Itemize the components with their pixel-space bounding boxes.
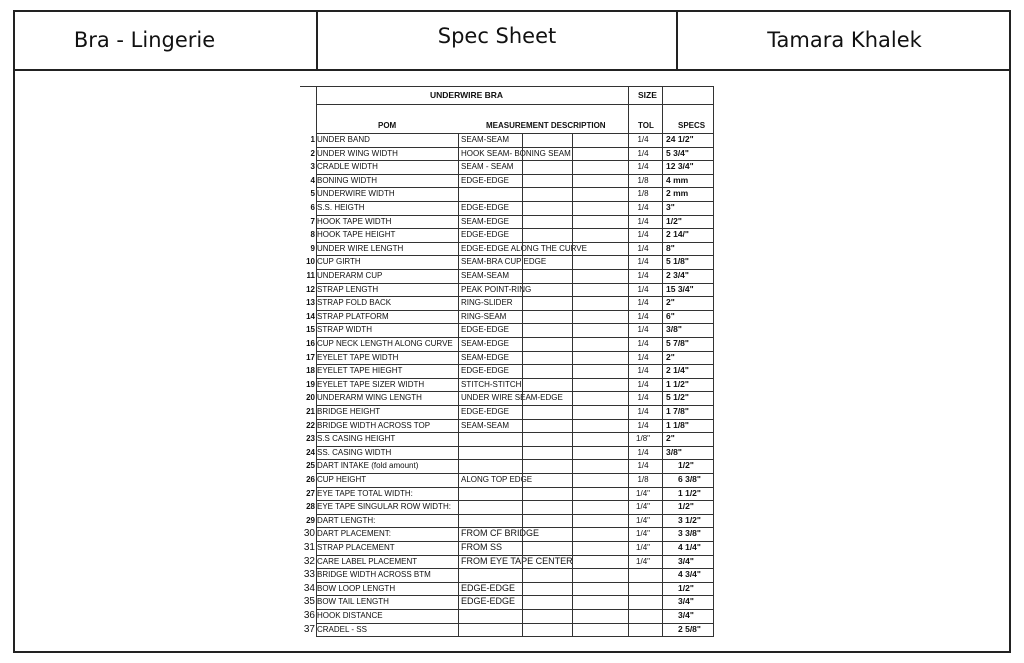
row-number: 6 (310, 203, 315, 212)
grid-line (316, 446, 714, 447)
pom-cell: UNDERWIRE WIDTH (317, 189, 395, 199)
tolerance-cell: 1/4 (637, 461, 649, 471)
tolerance-cell: 1/4 (637, 148, 649, 158)
pom-cell: HOOK DISTANCE (317, 611, 383, 620)
table-row (300, 432, 714, 446)
pom-cell: BONING WIDTH (317, 175, 377, 185)
table-row (300, 269, 714, 283)
pom-cell: HOOK TAPE WIDTH (317, 216, 392, 226)
grid-line (316, 104, 714, 105)
grid-line (628, 86, 629, 636)
table-row (300, 582, 714, 596)
tolerance-cell: 1/4 (637, 311, 649, 321)
table-row (300, 609, 714, 623)
spec-cell: 12 3/4" (666, 161, 694, 172)
description-cell: SEAM-EDGE (461, 216, 510, 226)
tolerance-cell: 1/8 (637, 175, 649, 185)
row-number: 14 (306, 311, 315, 321)
description-cell: EDGE-EDGE (461, 366, 510, 376)
table-row (300, 527, 714, 541)
spec-cell: 3/4" (678, 555, 694, 566)
table-row (300, 446, 714, 460)
spec-cell: 2 3/4" (666, 270, 689, 280)
tolerance-cell: 1/4 (637, 339, 649, 348)
row-number: 11 (306, 271, 315, 280)
table-row (300, 228, 714, 242)
grid-line (300, 86, 714, 87)
table-row (300, 201, 714, 215)
spec-cell: 5 7/8" (666, 338, 689, 348)
table-row (300, 405, 714, 419)
row-number: 25 (306, 461, 315, 471)
tolerance-cell: 1/4 (637, 271, 649, 280)
description-cell: EDGE-EDGE (461, 325, 510, 335)
description-cell: EDGE-EDGE ALONG THE CURVE (461, 243, 587, 253)
grid-line (316, 582, 714, 583)
grid-line (316, 215, 714, 216)
pom-cell: BOW LOOP LENGTH (317, 583, 396, 593)
tolerance-cell: 1/4 (637, 325, 649, 335)
description-cell: FROM EYE TAPE CENTER (461, 555, 573, 566)
pom-cell: STRAP FOLD BACK (317, 298, 392, 308)
description-cell: EDGE-EDGE (461, 582, 516, 593)
header-designer: Tamara Khalek (767, 27, 922, 52)
grid-line (522, 133, 523, 636)
table-row (300, 623, 714, 637)
row-number: 17 (306, 352, 315, 362)
row-number: 24 (306, 447, 315, 457)
grid-line (316, 296, 714, 297)
pom-cell: EYELET TAPE SIZER WIDTH (317, 379, 425, 389)
grid-line (316, 541, 714, 542)
table-row (300, 514, 714, 528)
row-number: 31 (303, 542, 315, 553)
table-row (300, 242, 714, 256)
row-number: 20 (306, 393, 315, 403)
pom-cell: UNDER WIRE LENGTH (317, 243, 404, 253)
row-number: 36 (303, 610, 315, 621)
row-number: 22 (306, 420, 315, 430)
spec-cell: 2" (666, 351, 675, 362)
grid-line (316, 568, 714, 569)
header-category: Bra - Lingerie (13, 10, 318, 69)
spec-table (300, 86, 714, 634)
grid-line (316, 364, 714, 365)
tolerance-cell: 1/4 (637, 216, 649, 226)
pom-cell: BOW TAIL LENGTH (317, 597, 389, 607)
desc-header: MEASUREMENT DESCRIPTION (486, 121, 606, 130)
pom-cell: CUP HEIGHT (317, 475, 367, 484)
grid-line (316, 595, 714, 596)
table-row (300, 419, 714, 433)
grid-line (316, 378, 714, 379)
description-cell: RING-SEAM (461, 311, 507, 321)
tolerance-cell: 1/4 (637, 379, 649, 389)
pom-cell: STRAP LENGTH (317, 284, 379, 294)
spec-cell: 3/4" (678, 610, 694, 620)
specs-header: SPECS (678, 121, 706, 130)
row-number: 16 (306, 339, 315, 348)
table-row (300, 541, 714, 555)
table-row (300, 323, 714, 337)
spec-cell: 24 1/2" (666, 134, 694, 144)
table-row (300, 364, 714, 378)
description-cell: UNDER WIRE SEAM-EDGE (461, 393, 563, 403)
spec-cell: 15 3/4" (666, 283, 694, 294)
table-row (300, 459, 714, 473)
table-row (300, 473, 714, 487)
spec-cell: 3" (666, 202, 675, 212)
row-number: 32 (303, 555, 315, 567)
tolerance-cell: 1/4" (636, 515, 650, 525)
tolerance-cell: 1/4 (637, 230, 649, 240)
pom-cell: DART PLACEMENT: (317, 529, 391, 539)
header-title: Spec Sheet (318, 10, 678, 69)
spec-cell: 5 1/2" (666, 392, 689, 403)
grid-line (572, 133, 573, 636)
spec-cell: 2 5/8" (678, 623, 701, 634)
description-cell: SEAM-SEAM (461, 420, 510, 430)
grid-line (316, 432, 714, 433)
pom-cell: UNDERARM WING LENGTH (317, 393, 422, 403)
tolerance-cell: 1/4 (637, 257, 649, 267)
table-row (300, 147, 714, 161)
row-number: 7 (310, 216, 315, 226)
row-number: 1 (310, 135, 315, 144)
spec-cell: 2" (666, 433, 675, 444)
spec-cell: 3/4" (678, 596, 694, 607)
row-number: 4 (310, 175, 315, 185)
spec-cell: 1 7/8" (666, 406, 689, 416)
spec-cell: 2 mm (666, 188, 689, 199)
table-row (300, 337, 714, 351)
grid-line (458, 133, 459, 636)
pom-cell: HOOK TAPE HEIGHT (317, 230, 396, 240)
pom-cell: DART LENGTH: (317, 515, 376, 525)
description-cell: EDGE-EDGE (461, 175, 510, 185)
description-cell: SEAM - SEAM (461, 162, 514, 172)
row-number: 23 (306, 434, 315, 444)
spec-cell: 1 1/2" (678, 487, 701, 498)
spec-cell: 4 3/4" (678, 569, 701, 580)
table-row (300, 568, 714, 582)
pom-cell: BRIDGE HEIGHT (317, 407, 381, 416)
tolerance-cell: 1/4 (637, 366, 649, 376)
row-number: 12 (306, 284, 315, 294)
table-row (300, 215, 714, 229)
size-header: SIZE (638, 90, 657, 100)
pom-cell: DART INTAKE (fold amount) (317, 461, 419, 471)
grid-line (316, 555, 714, 556)
spec-cell: 8" (666, 242, 675, 253)
description-cell: SEAM-EDGE (461, 339, 510, 348)
grid-line (316, 160, 714, 161)
table-row (300, 296, 714, 310)
spec-cell: 5 1/8" (666, 256, 689, 267)
tolerance-cell: 1/4 (637, 420, 649, 430)
row-number: 26 (306, 475, 315, 484)
grid-line (316, 636, 714, 637)
grid-line (316, 310, 714, 311)
pom-header: POM (378, 121, 397, 130)
description-cell: EDGE-EDGE (461, 203, 510, 212)
row-number: 35 (303, 596, 315, 608)
pom-cell: EYE TAPE SINGULAR ROW WIDTH: (317, 502, 451, 512)
table-row (300, 555, 714, 569)
row-number: 9 (310, 243, 315, 253)
grid-line (713, 86, 714, 636)
row-number: 15 (306, 325, 315, 335)
row-number: 5 (310, 189, 315, 199)
grid-line (316, 459, 714, 460)
row-number: 19 (306, 379, 315, 389)
pom-cell: S.S CASING HEIGHT (317, 434, 396, 444)
table-row (300, 255, 714, 269)
table-row (300, 310, 714, 324)
table-row (300, 391, 714, 405)
spec-cell: 3 3/8" (678, 528, 701, 539)
grid-line (316, 174, 714, 175)
row-number: 8 (310, 230, 315, 240)
row-number: 37 (303, 623, 315, 635)
grid-line (316, 255, 714, 256)
tolerance-cell: 1/4 (637, 447, 649, 457)
grid-line (316, 405, 714, 406)
row-number: 18 (306, 366, 315, 376)
pom-cell: BRIDGE WIDTH ACROSS TOP (317, 420, 431, 430)
row-number: 30 (303, 528, 315, 540)
grid-line (316, 147, 714, 148)
pom-cell: SS. CASING WIDTH (317, 447, 392, 457)
spec-cell: 1/2" (678, 501, 694, 512)
pom-cell: EYE TAPE TOTAL WIDTH: (317, 488, 413, 498)
description-cell: SEAM-SEAM (461, 135, 510, 144)
table-row (300, 187, 714, 201)
grid-line (316, 351, 714, 352)
description-cell: FROM CF BRIDGE (461, 528, 539, 539)
grid-line (316, 419, 714, 420)
description-cell: FROM SS (461, 542, 503, 552)
grid-line (316, 201, 714, 202)
tolerance-cell: 1/4" (636, 556, 650, 566)
spec-cell: 3/8" (666, 446, 682, 457)
grid-line (316, 133, 714, 134)
pom-cell: UNDER WING WIDTH (317, 148, 398, 158)
table-row (300, 174, 714, 188)
spec-cell: 4 mm (666, 174, 689, 185)
grid-line (316, 391, 714, 392)
row-number: 3 (310, 162, 315, 172)
tolerance-cell: 1/4 (637, 298, 649, 308)
spec-cell: 1/2" (678, 582, 694, 593)
tolerance-cell: 1/4 (637, 407, 649, 416)
pom-cell: EYELET TAPE HIEGHT (317, 366, 403, 376)
spec-cell: 5 3/4" (666, 147, 689, 158)
grid-line (316, 242, 714, 243)
row-number: 13 (306, 298, 315, 308)
spec-cell: 3/8" (666, 324, 682, 335)
pom-cell: CUP GIRTH (317, 257, 361, 267)
pom-cell: S.S. HEIGTH (317, 203, 365, 212)
tolerance-cell: 1/4" (636, 529, 650, 539)
grid-line (316, 500, 714, 501)
grid-line (316, 514, 714, 515)
pom-cell: BRIDGE WIDTH ACROSS BTM (317, 570, 431, 580)
tolerance-cell: 1/4 (637, 135, 649, 144)
spec-cell: 2 1/4" (666, 365, 689, 376)
grid-line (316, 623, 714, 624)
spec-cell: 1 1/2" (666, 378, 689, 389)
grid-line (316, 609, 714, 610)
grid-line (316, 527, 714, 528)
tolerance-cell: 1/4 (637, 284, 649, 294)
pom-cell: STRAP WIDTH (317, 325, 372, 335)
description-cell: SEAM-SEAM (461, 271, 510, 280)
table-row (300, 351, 714, 365)
row-number: 28 (306, 502, 315, 512)
tolerance-cell: 1/4" (636, 488, 650, 498)
spec-cell: 3 1/2" (678, 514, 701, 525)
tolerance-cell: 1/4" (636, 502, 650, 512)
tolerance-cell: 1/4 (637, 243, 649, 253)
spec-cell: 6" (666, 310, 675, 321)
spec-cell: 4 1/4" (678, 542, 701, 552)
description-cell: EDGE-EDGE (461, 407, 510, 416)
pom-cell: STRAP PLATFORM (317, 311, 389, 321)
row-number: 21 (306, 407, 315, 416)
tolerance-cell: 1/4 (637, 352, 649, 362)
description-cell: SEAM-EDGE (461, 352, 510, 362)
grid-line (316, 187, 714, 188)
pom-cell: CRADEL - SS (317, 624, 367, 634)
row-number: 33 (303, 569, 315, 581)
description-cell: EDGE-EDGE (461, 596, 516, 607)
table-row (300, 133, 714, 147)
description-cell: RING-SLIDER (461, 298, 513, 308)
tol-header: TOL (638, 121, 654, 130)
tolerance-cell: 1/8" (636, 434, 650, 444)
pom-cell: CUP NECK LENGTH ALONG CURVE (317, 339, 453, 348)
pom-cell: CARE LABEL PLACEMENT (317, 556, 418, 566)
tolerance-cell: 1/8 (637, 189, 649, 199)
description-cell: HOOK SEAM- BONING SEAM (461, 148, 571, 158)
grid-line (316, 337, 714, 338)
header-bar (13, 10, 1011, 71)
pom-cell: STRAP PLACEMENT (317, 543, 395, 552)
tolerance-cell: 1/4 (637, 393, 649, 403)
description-cell: SEAM-BRA CUP EDGE (461, 257, 547, 267)
grid-line (316, 283, 714, 284)
grid-line (316, 86, 317, 636)
row-number: 29 (306, 515, 315, 525)
row-number: 34 (303, 582, 315, 594)
row-number: 10 (306, 257, 315, 267)
grid-line (316, 228, 714, 229)
description-cell: EDGE-EDGE (461, 230, 510, 240)
tolerance-cell: 1/4 (637, 203, 649, 212)
tolerance-cell: 1/4" (636, 543, 650, 552)
table-row (300, 595, 714, 609)
spec-cell: 1/2" (678, 460, 694, 471)
tolerance-cell: 1/4 (637, 162, 649, 172)
table-row (300, 283, 714, 297)
pom-cell: EYELET TAPE WIDTH (317, 352, 399, 362)
pom-cell: UNDERARM CUP (317, 271, 383, 280)
grid-line (316, 487, 714, 488)
description-cell: STITCH-STITCH (461, 379, 522, 389)
description-cell: ALONG TOP EDGE (461, 475, 533, 484)
spec-cell: 6 3/8" (678, 474, 701, 484)
spec-cell: 2" (666, 297, 675, 308)
table-row (300, 378, 714, 392)
grid-line (316, 269, 714, 270)
table-title: UNDERWIRE BRA (430, 90, 504, 100)
description-cell: PEAK POINT-RING (461, 284, 532, 294)
pom-cell: UNDER BAND (317, 135, 370, 144)
grid-line (316, 323, 714, 324)
pom-cell: CRADLE WIDTH (317, 162, 378, 172)
row-number: 27 (306, 488, 315, 498)
table-row (300, 500, 714, 514)
grid-line (316, 473, 714, 474)
spec-cell: 2 14/" (666, 229, 689, 240)
row-number: 2 (310, 148, 315, 158)
table-row (300, 160, 714, 174)
table-row (300, 487, 714, 501)
spec-cell: 1 1/8" (666, 419, 689, 430)
tolerance-cell: 1/8 (637, 475, 649, 484)
grid-line (662, 86, 663, 636)
spec-cell: 1/2" (666, 215, 682, 226)
